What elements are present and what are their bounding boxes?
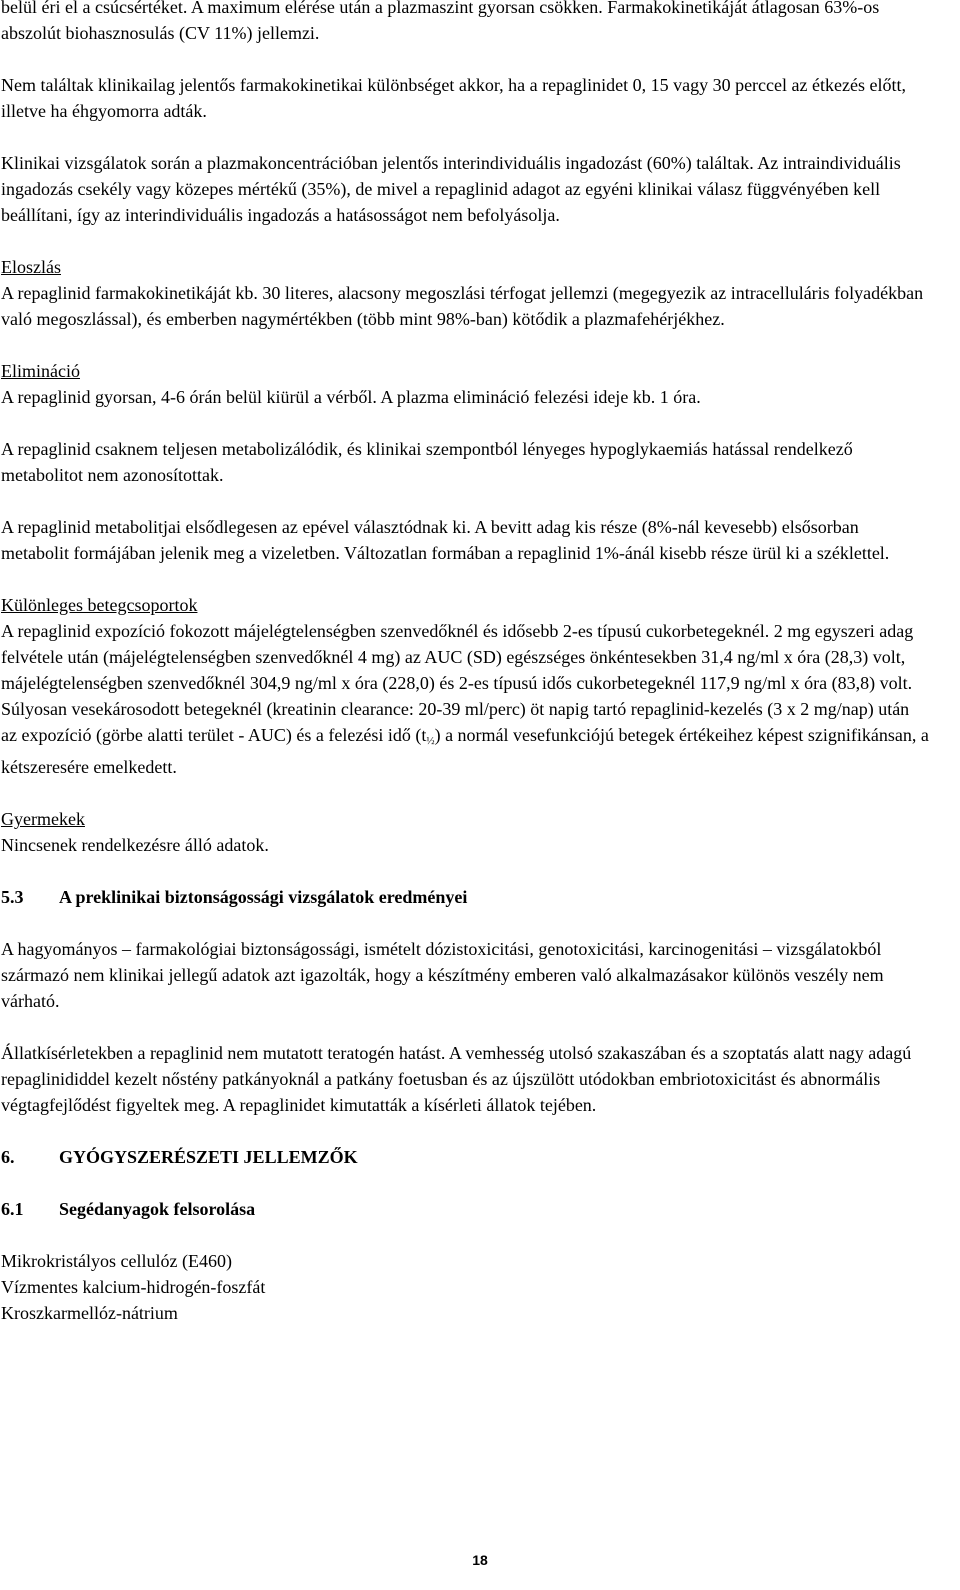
paragraph-special-populations (1, 618, 929, 780)
excipient-list (1, 1248, 929, 1326)
paragraph-bioavailability: belül éri el a csúcsértéket. A maximum elérése után a plazmaszint gyorsan csökken. Farmakokinetikáját átlagosan 63%-os abszolút biohasznosulás (CV 11%) jellemzi. (1, 0, 880, 43)
half-life-subscript: ½ (426, 735, 435, 747)
paragraph-children: Nincsenek rendelkezésre álló adatok. (1, 835, 269, 855)
subheading-elimination: Elimináció (1, 361, 80, 381)
section-special-populations (1, 592, 929, 780)
paragraph-metabolism: A repaglinid csaknem teljesen metabolizálódik, és klinikai szempontból lényeges hypoglykaemiás hatással rendelkező metabolitot nem azonosítottak. (1, 439, 853, 485)
paragraph-variability: Klinikai vizsgálatok során a plazmakoncentrációban jelentős interindividuális ingadozást (60%) találtak. Az intraindividuális ingadozás csekély vagy közepes mértékű (35%), de mivel a repaglinid adagot az egyéni klinikai válasz függvényében kell beállítani, így az interindividuális ingadozás a hatásosságot nem befolyásolja. (1, 153, 901, 225)
excipient-item: Vízmentes kalcium-hidrogén-foszfát (1, 1277, 266, 1297)
heading-6 (1, 1144, 929, 1170)
heading-6-1-title: Segédanyagok felsorolása (59, 1199, 256, 1219)
subheading-distribution: Eloszlás (1, 257, 61, 277)
paragraph-animal-studies: Állatkísérletekben a repaglinid nem mutatott teratogén hatást. A vemhesség utolsó szakaszában és a szoptatás alatt nagy adagú repaglinididdel kezelt nőstény patkányoknál a patkány foetusban és az újszülött utódokban embriotoxicitást és abnormális végtagfejlődést figyeltek meg. A repaglinidet kimutatták a kísérleti állatok tejében. (1, 1043, 912, 1115)
paragraph-preclinical: A hagyományos – farmakológiai biztonságossági, ismételt dózistoxicitási, genotoxicitási, karcinogenitási – vizsgálatokból származó nem klinikai jellegű adatok azt igazolták, hogy a készítmény emberen való alkalmazásakor különös veszély nem várható. (1, 939, 884, 1011)
paragraph-elimination: A repaglinid gyorsan, 4-6 órán belül kiürül a vérből. A plazma elimináció felezési ideje kb. 1 óra. (1, 387, 701, 407)
special-populations-text-part2: ) a normál vesefunkciójú betegek értékeihez képest szignifikánsan, a kétszeresére emelkedett. (1, 725, 929, 777)
excipient-item: Kroszkarmellóz-nátrium (1, 1303, 178, 1323)
page-number: 18 (472, 1552, 488, 1568)
section-elimination (1, 358, 929, 410)
section-distribution (1, 254, 929, 332)
heading-5-3-title: A preklinikai biztonságossági vizsgálatok eredményei (59, 887, 468, 907)
paragraph-excretion: A repaglinid metabolitjai elsődlegesen az epével választódnak ki. A bevitt adag kis része (8%-nál kevesebb) elsősorban metabolit formájában jelenik meg a vizeletben. Változatlan formában a repaglinid 1%-ánál kisebb része ürül ki a széklettel. (1, 517, 890, 563)
heading-6-number: 6. (1, 1147, 15, 1167)
heading-6-title: GYÓGYSZERÉSZETI JELLEMZŐK (59, 1147, 358, 1167)
paragraph-distribution: A repaglinid farmakokinetikáját kb. 30 literes, alacsony megoszlási térfogat jellemzi (megegyezik az intracelluláris folyadékban való megoszlással), és emberben nagymértékben (több mint 98%-ban) kötődik a plazmafehérjékhez. (1, 283, 924, 329)
subheading-special-populations: Különleges betegcsoportok (1, 595, 198, 615)
excipient-item: Mikrokristályos cellulóz (E460) (1, 1251, 232, 1271)
heading-6-1-number: 6.1 (1, 1199, 24, 1219)
heading-6-1 (1, 1196, 929, 1222)
special-populations-text-part1: A repaglinid expozíció fokozott májelégtelenségben szenvedőknél és idősebb 2-es típusú cukorbetegeknél. 2 mg egyszeri adag felvétele után (májelégtelenségben szenvedőknél 4 mg) az AUC (SD) egészséges önkéntesekben 31,4 ng/ml x óra (28,3) volt, májelégtelenségben szenvedőknél 304,9 ng/ml x óra (228,0) és 2-es típusú idős cukorbetegeknél 117,9 ng/ml x óra (83,8) volt. Súlyosan vesekárosodott betegeknél (kreatinin clearance: 20-39 ml/perc) öt napig tartó repaglinid-kezelés (3 x 2 mg/nap) után az expozíció (görbe alatti terület - AUC) és a felezési idő (t (1, 621, 914, 745)
subheading-children: Gyermekek (1, 809, 85, 829)
section-children (1, 806, 929, 858)
document-body (1, 0, 929, 1326)
heading-5-3 (1, 884, 929, 910)
heading-5-3-number: 5.3 (1, 887, 24, 907)
paragraph-meal-timing: Nem találtak klinikailag jelentős farmakokinetikai különbséget akkor, ha a repaglinidet 0, 15 vagy 30 perccel az étkezés előtt, illetve ha éhgyomorra adták. (1, 75, 906, 121)
